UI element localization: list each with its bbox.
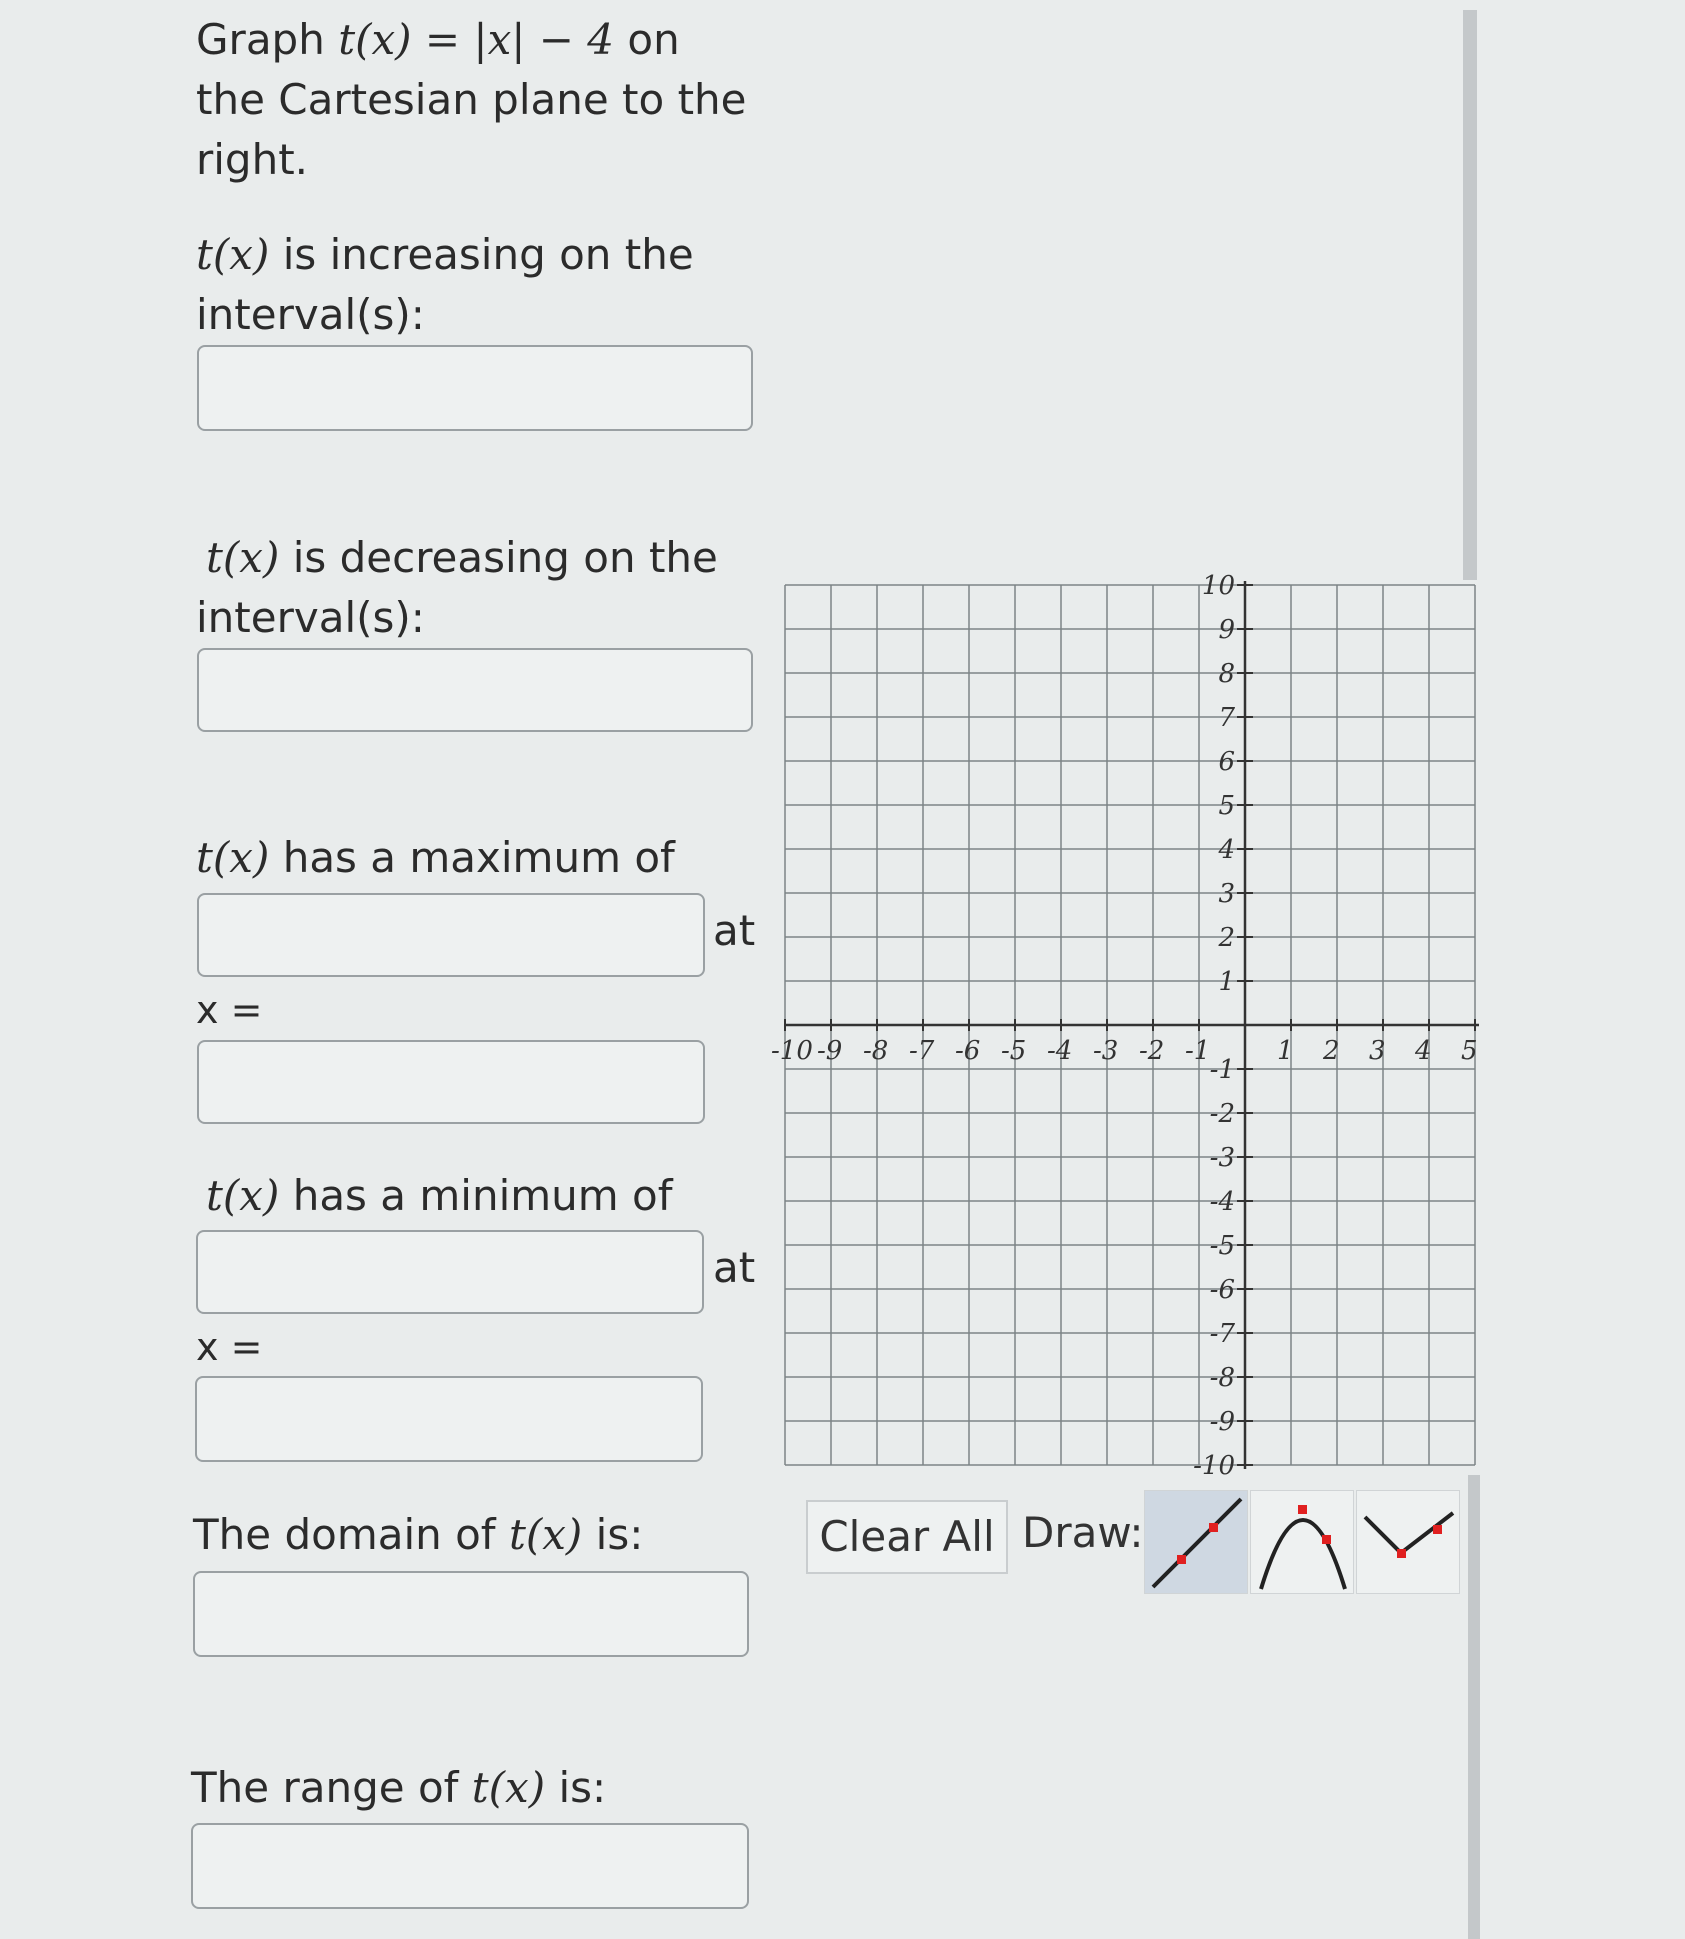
x-tick-label: -4 xyxy=(1047,1036,1073,1066)
maximum-x-input[interactable] xyxy=(197,1040,705,1124)
y-tick-label: 3 xyxy=(1218,879,1235,909)
scrollbar[interactable] xyxy=(1463,10,1477,580)
y-tick-label: -9 xyxy=(1209,1407,1235,1437)
maximum-value-input[interactable] xyxy=(197,893,705,977)
minimum-x-input[interactable] xyxy=(195,1376,703,1462)
function-expression: t(x) = |x| − 4 xyxy=(338,15,615,64)
range-input[interactable] xyxy=(191,1823,749,1909)
x-tick-label: -8 xyxy=(863,1036,889,1066)
y-tick-label: 4 xyxy=(1218,835,1235,865)
x-tick-label: 2 xyxy=(1323,1036,1340,1066)
draw-label: Draw: xyxy=(1022,1508,1144,1557)
maximum-label: t(x) has a maximum of xyxy=(196,833,675,882)
y-tick-label: -2 xyxy=(1209,1099,1235,1129)
y-tick-label: 7 xyxy=(1218,703,1235,733)
x-tick-label: -7 xyxy=(909,1036,935,1066)
x-tick-label: -10 xyxy=(771,1036,813,1066)
increasing-label: t(x) is increasing on the interval(s): xyxy=(196,230,694,339)
minimum-x-label: x = xyxy=(196,1325,263,1369)
y-tick-label: -8 xyxy=(1209,1363,1235,1393)
decreasing-label-2: interval(s): xyxy=(196,593,425,642)
line-tool-button[interactable] xyxy=(1144,1490,1248,1594)
domain-label: The domain of t(x) is: xyxy=(193,1510,644,1559)
y-tick-label: 6 xyxy=(1218,747,1235,777)
y-tick-label: 9 xyxy=(1218,615,1235,645)
x-tick-label: -2 xyxy=(1139,1036,1165,1066)
x-tick-label: -6 xyxy=(955,1036,981,1066)
y-tick-label: -7 xyxy=(1209,1319,1235,1349)
increasing-input[interactable] xyxy=(197,345,753,431)
x-tick-label: 3 xyxy=(1369,1036,1386,1066)
decreasing-input[interactable] xyxy=(197,648,753,732)
y-tick-label: 2 xyxy=(1218,923,1235,953)
question-text: Graph t(x) = |x| − 4 on the Cartesian plane to the right. xyxy=(196,15,747,184)
x-tick-label: -1 xyxy=(1185,1036,1211,1066)
maximum-x-label: x = xyxy=(196,988,263,1032)
minimum-at-label: at xyxy=(713,1243,756,1292)
maximum-at-label: at xyxy=(713,906,756,955)
minimum-value-input[interactable] xyxy=(196,1230,704,1314)
y-tick-label: 8 xyxy=(1218,659,1235,689)
y-tick-label: 5 xyxy=(1218,791,1235,821)
x-tick-label: -5 xyxy=(1001,1036,1027,1066)
x-tick-label: 5 xyxy=(1461,1036,1478,1066)
y-tick-label: 1 xyxy=(1218,967,1235,997)
y-tick-label: -1 xyxy=(1209,1055,1235,1085)
y-tick-label: -6 xyxy=(1209,1275,1235,1305)
y-tick-label: -3 xyxy=(1209,1143,1235,1173)
domain-input[interactable] xyxy=(193,1571,749,1657)
x-tick-label: 4 xyxy=(1415,1036,1432,1066)
line-tool-icon xyxy=(1145,1491,1249,1595)
parabola-tool-button[interactable] xyxy=(1250,1490,1354,1594)
x-tick-label: 1 xyxy=(1277,1036,1294,1066)
y-tick-label: 10 xyxy=(1201,571,1235,601)
y-tick-label: -4 xyxy=(1209,1187,1235,1217)
x-tick-label: -3 xyxy=(1093,1036,1119,1066)
x-tick-label: -9 xyxy=(817,1036,843,1066)
scrollbar-lower[interactable] xyxy=(1468,1475,1480,1939)
absolute-value-tool-icon xyxy=(1357,1491,1461,1595)
cartesian-plane[interactable] xyxy=(771,571,1480,1481)
y-tick-label: -5 xyxy=(1209,1231,1235,1261)
parabola-tool-icon xyxy=(1251,1491,1355,1595)
y-tick-label: -10 xyxy=(1193,1451,1235,1481)
absolute-value-tool-button[interactable] xyxy=(1356,1490,1460,1594)
clear-all-button[interactable]: Clear All xyxy=(806,1500,1008,1574)
range-label: The range of t(x) is: xyxy=(191,1763,607,1812)
minimum-label: t(x) has a minimum of xyxy=(206,1171,673,1220)
decreasing-label: t(x) is decreasing on the xyxy=(206,533,718,582)
